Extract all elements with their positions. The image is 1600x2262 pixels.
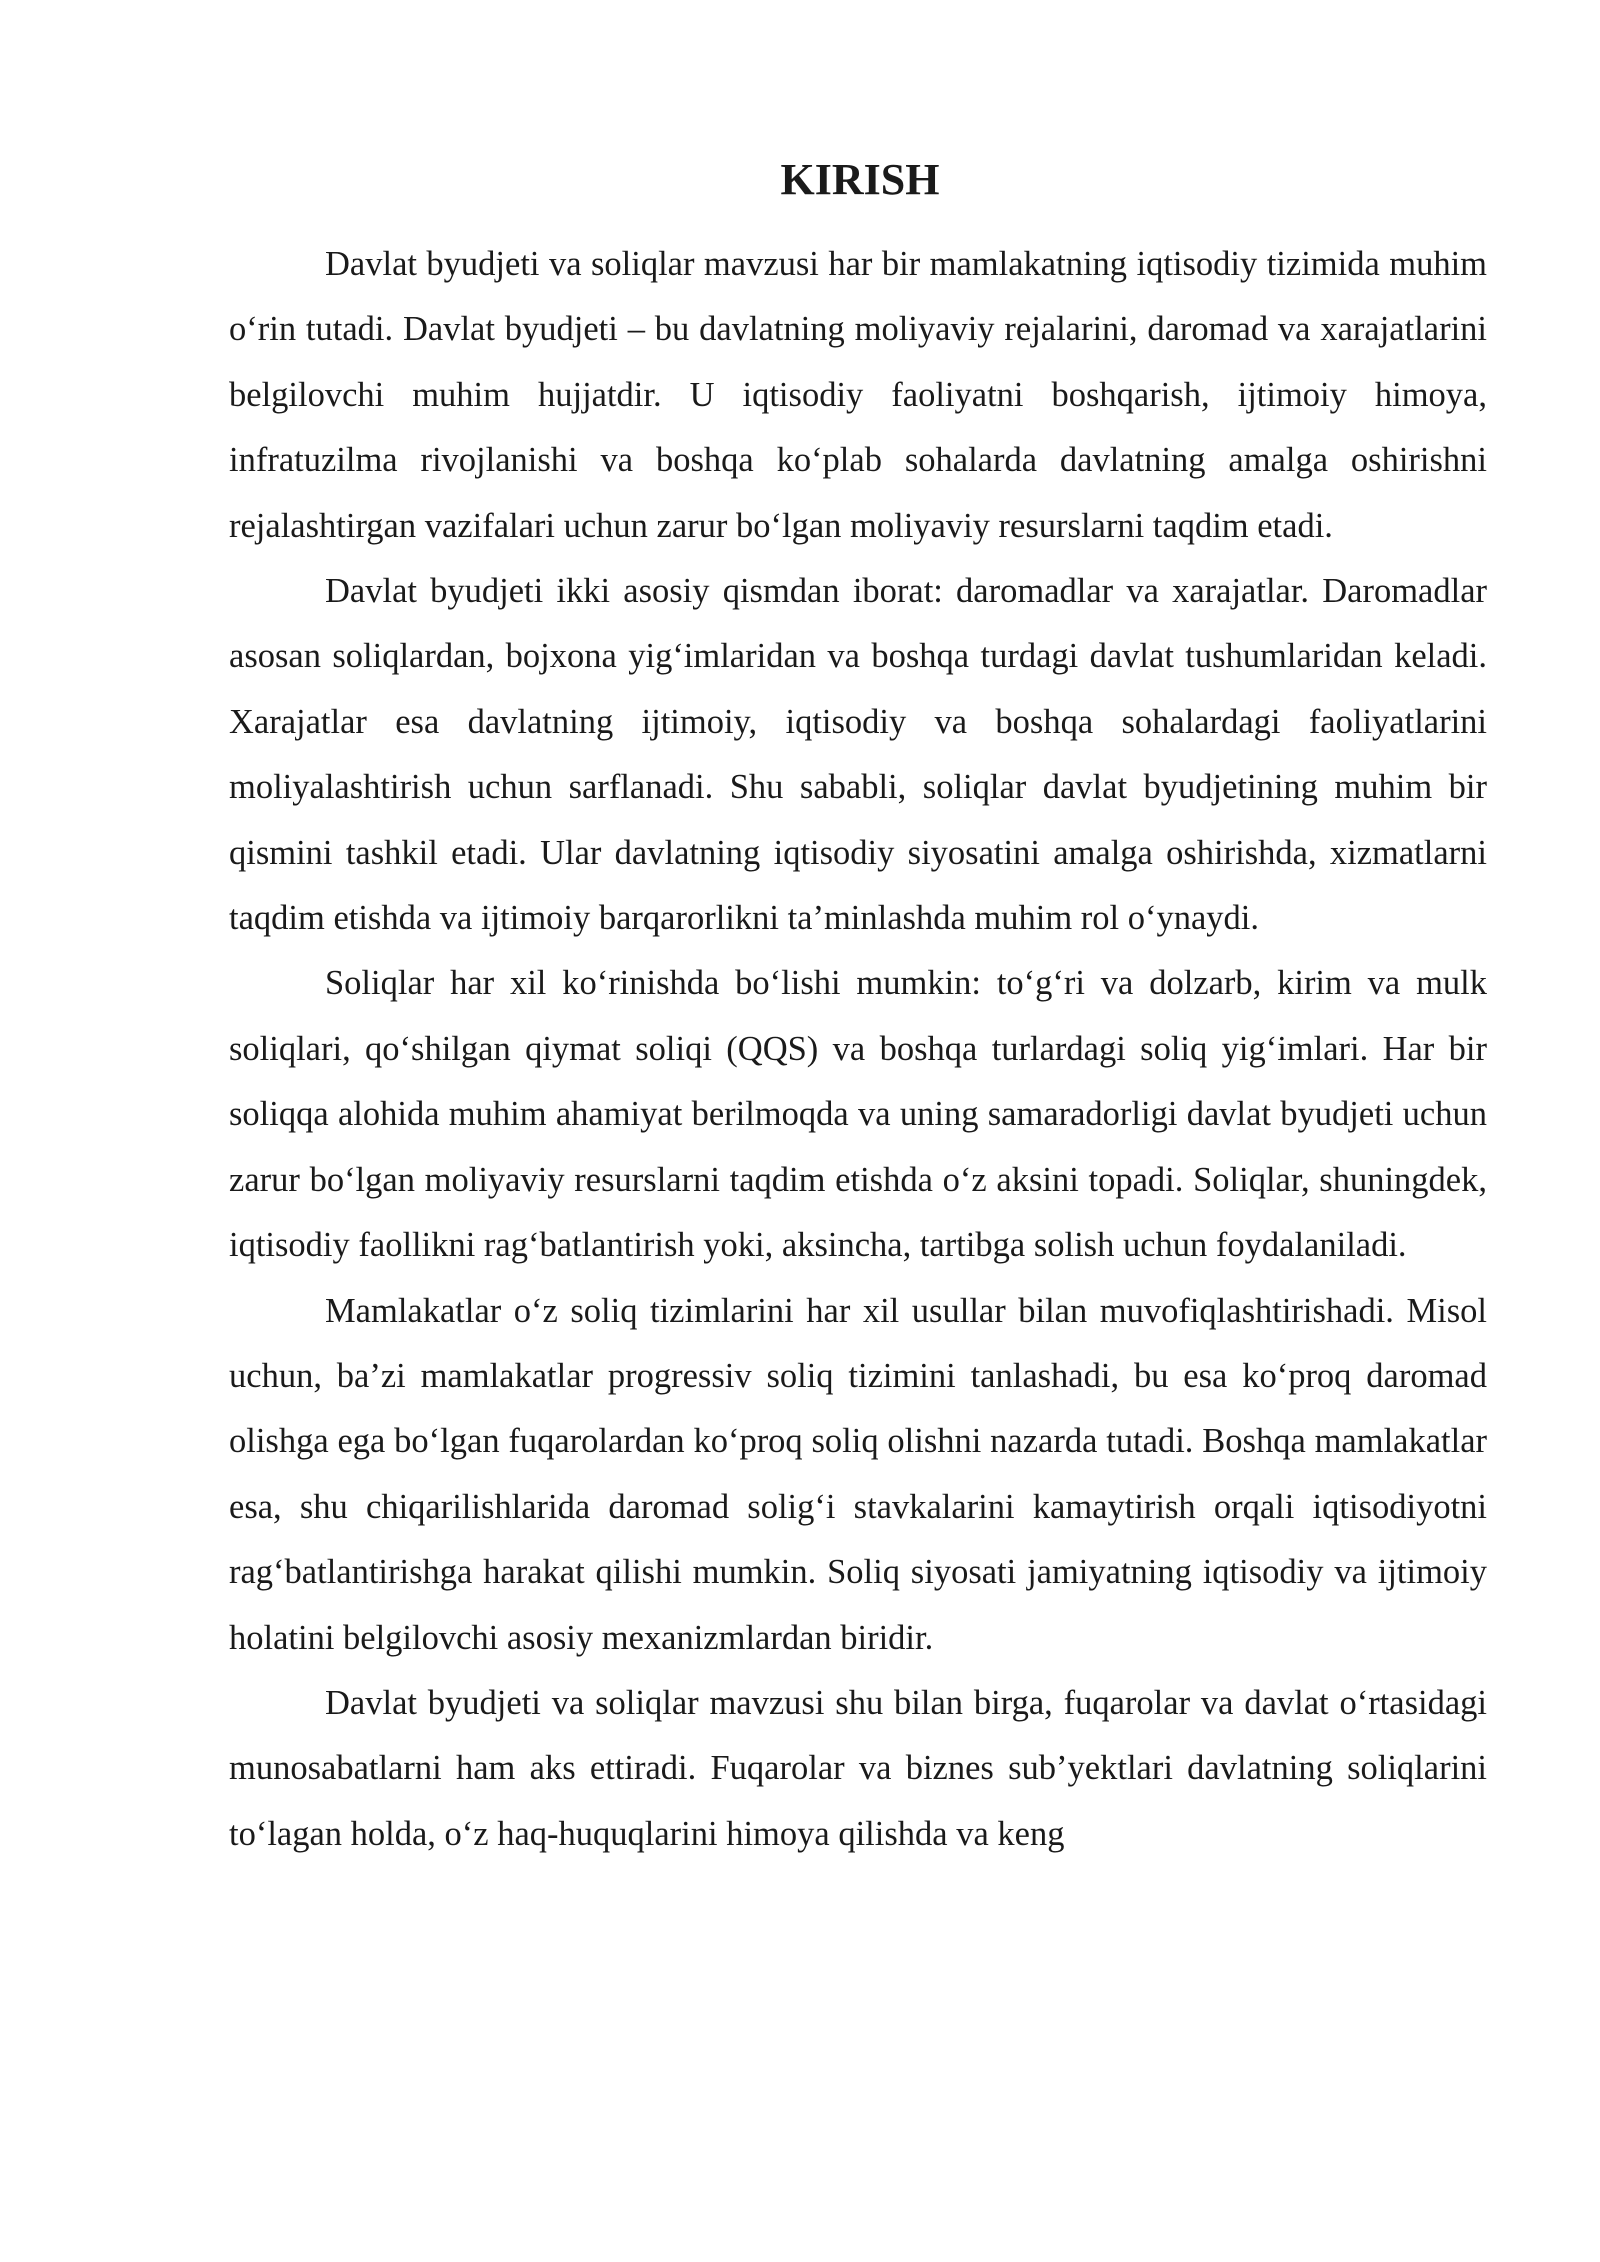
page-title: KIRISH: [780, 155, 940, 204]
paragraph-2: Davlat byudjeti ikki asosiy qismdan iborat: daromadlar va xarajatlar. Daromadlar asosan soliqlardan, bojxona yig‘imlaridan va boshqa turdagi davlat tushumlaridan keladi. Xarajatlar esa davlatning ijtimoiy, iqtisodiy va boshqa sohalardagi faoliyatlarini moliyalashtirish uchun sarflanadi. Shu sababli, soliqlar davlat byudjetining muhim bir qismini tashkil etadi. Ular davlatning iqtisodiy siyosatini amalga oshirishda, xizmatlarni taqdim etishda va ijtimoiy barqarorlikni ta’minlashda muhim rol o‘ynaydi.: [229, 572, 1487, 938]
paragraph-4: Mamlakatlar o‘z soliq tizimlarini har xil usullar bilan muvofiqlashtirishadi. Misol uchun, ba’zi mamlakatlar progressiv soliq tizimini tanlashadi, bu esa ko‘proq daromad olishga ega bo‘lgan fuqarolardan ko‘proq soliq olishni nazarda tutadi. Boshqa mamlakatlar esa, shu chiqarilishlarida daromad solig‘i stavkalarini kamaytirish orqali iqtisodiyotni rag‘batlantirishga harakat qilishi mumkin. Soliq siyosati jamiyatning iqtisodiy va ijtimoiy holatini belgilovchi asosiy mexanizmlardan biridir.: [229, 1291, 1487, 1657]
paragraph-1: Davlat byudjeti va soliqlar mavzusi har bir mamlakatning iqtisodiy tizimida muhim o‘rin tutadi. Davlat byudjeti – bu davlatning moliyaviy rejalarini, daromad va xarajatlarini belgilovchi muhim hujjatdir. U iqtisodiy faoliyatni boshqarish, ijtimoiy himoya, infratuzilma rivojlanishi va boshqa ko‘plab sohalarda davlatning amalga oshirishni rejalashtirgan vazifalari uchun zarur bo‘lgan moliyaviy resurslarni taqdim etadi.: [229, 245, 1487, 545]
paragraph-3: Soliqlar har xil ko‘rinishda bo‘lishi mumkin: to‘g‘ri va dolzarb, kirim va mulk soliqlari, qo‘shilgan qiymat soliqi (QQS) va boshqa turlardagi soliq yig‘imlari. Har bir soliqqa alohida muhim ahamiyat berilmoqda va uning samaradorligi davlat byudjeti uchun zarur bo‘lgan moliyaviy resurslarni taqdim etishda o‘z aksini topadi. Soliqlar, shuningdek, iqtisodiy faollikni rag‘batlantirish yoki, aksincha, tartibga solish uchun foydalaniladi.: [229, 964, 1487, 1265]
paragraph-5: Davlat byudjeti va soliqlar mavzusi shu bilan birga, fuqarolar va davlat o‘rtasidagi munosabatlarni ham aks ettiradi. Fuqarolar va biznes sub’yektlari davlatning soliqlarini to‘lagan holda, o‘z haq-huquqlarini himoya qilishda va keng: [229, 1683, 1487, 1853]
document-body: [229, 232, 1487, 1867]
